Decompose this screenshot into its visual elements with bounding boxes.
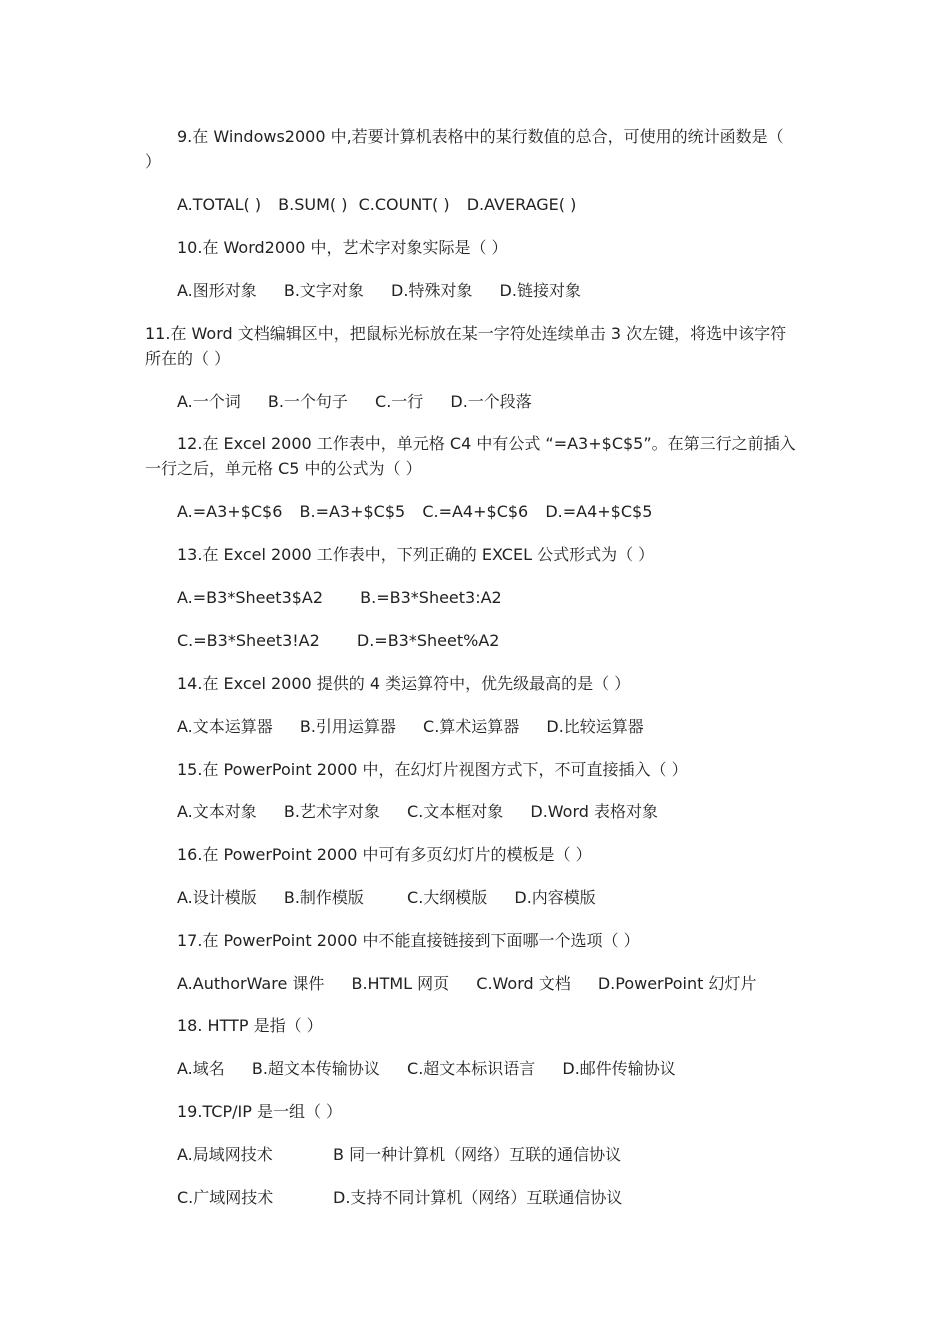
question-11-options (177, 392, 532, 412)
question-9-text: 9.在 Windows2000 中,若要计算机表格中的某行数值的总合，可使用的统计函数是（ (177, 127, 784, 146)
option-d: D.AVERAGE( ) (466, 195, 577, 214)
option-a: A.=A3+$C$6 (177, 502, 283, 521)
option-b: B.一个句子 (267, 392, 348, 411)
option-a: A.TOTAL( ) (177, 195, 262, 214)
option-a: A.局域网技术 (177, 1145, 273, 1164)
option-d: D.比较运算器 (546, 717, 644, 736)
option-c: C.COUNT( ) (358, 195, 450, 214)
question-16-text: 16.在 PowerPoint 2000 中可有多页幻灯片的模板是（ ） (177, 845, 592, 864)
question-19-options-row1 (177, 1145, 621, 1165)
question-14-text: 14.在 Excel 2000 提供的 4 类运算符中，优先级最高的是（ ） (177, 674, 631, 693)
option-a: A.=B3*Sheet3$A2 (177, 588, 324, 607)
question-13-text: 13.在 Excel 2000 工作表中，下列正确的 EXCEL 公式形式为（ ） (177, 545, 655, 564)
question-17-options (177, 974, 756, 994)
question-12-text: 12.在 Excel 2000 工作表中，单元格 C4 中有公式 “=A3+$C$5”。在第三行之前插入 (177, 434, 796, 453)
option-a: A.域名 (177, 1059, 225, 1078)
option-c: C.文本框对象 (407, 802, 504, 821)
option-c: C.Word 文档 (476, 974, 571, 993)
question-15-options (177, 802, 658, 822)
option-d: D.内容模版 (514, 888, 596, 907)
option-c: C.=A4+$C$6 (422, 502, 529, 521)
option-b: B.超文本传输协议 (251, 1059, 380, 1078)
question-13-options-row1 (177, 588, 502, 608)
option-c: C.广域网技术 (177, 1188, 274, 1207)
option-d: D.邮件传输协议 (562, 1059, 676, 1078)
question-11-text: 11.在 Word 文档编辑区中，把鼠标光标放在某一字符处连续单击 3 次左键，将选中该字符 (145, 324, 787, 343)
option-a: A.文本运算器 (177, 717, 273, 736)
question-11-text-cont: 所在的（ ） (145, 349, 231, 368)
option-c: C.算术运算器 (423, 717, 520, 736)
question-13-options-row2 (177, 631, 499, 651)
question-10-options (177, 281, 581, 301)
option-b: B.引用运算器 (299, 717, 396, 736)
option-b: B.制作模版 (283, 888, 364, 907)
option-d: D.链接对象 (499, 281, 581, 300)
option-b: B.艺术字对象 (283, 802, 380, 821)
question-19-options-row2 (177, 1188, 622, 1208)
question-12-options (177, 502, 652, 522)
option-c: C.超文本标识语言 (407, 1059, 536, 1078)
question-17-text: 17.在 PowerPoint 2000 中不能直接链接到下面哪一个选项（ ） (177, 931, 640, 950)
option-a: A.文本对象 (177, 802, 257, 821)
option-b: B.=B3*Sheet3:A2 (360, 588, 502, 607)
option-d: D.支持不同计算机（网络）互联通信协议 (333, 1188, 623, 1207)
question-12-text-cont: 一行之后，单元格 C5 中的公式为（ ） (145, 459, 422, 478)
question-9-options (177, 195, 576, 215)
question-14-options (177, 717, 644, 737)
option-c: C.=B3*Sheet3!A2 (177, 631, 320, 650)
question-9-text-cont: ） (145, 152, 162, 171)
option-b: B.SUM( ) (278, 195, 348, 214)
option-c: C.大纲模版 (407, 888, 488, 907)
option-a: A.设计模版 (177, 888, 257, 907)
option-d: D.一个段落 (450, 392, 532, 411)
option-c: C.一行 (375, 392, 424, 411)
option-b: B 同一种计算机（网络）互联的通信协议 (333, 1145, 622, 1164)
question-19-text: 19.TCP/IP 是一组（ ） (177, 1102, 343, 1121)
question-18-options (177, 1059, 676, 1079)
option-d: D.Word 表格对象 (530, 802, 659, 821)
option-a: A.一个词 (177, 392, 241, 411)
question-10-text: 10.在 Word2000 中，艺术字对象实际是（ ） (177, 238, 508, 257)
option-b: B.文字对象 (283, 281, 364, 300)
option-b: B.HTML 网页 (351, 974, 450, 993)
option-c: D.特殊对象 (391, 281, 473, 300)
option-d: D.=B3*Sheet%A2 (356, 631, 500, 650)
option-d: D.=A4+$C$5 (545, 502, 653, 521)
option-d: D.PowerPoint 幻灯片 (597, 974, 757, 993)
option-a: A.AuthorWare 课件 (177, 974, 325, 993)
option-b: B.=A3+$C$5 (299, 502, 406, 521)
question-18-text: 18. HTTP 是指（ ） (177, 1016, 323, 1035)
question-15-text: 15.在 PowerPoint 2000 中，在幻灯片视图方式下，不可直接插入（ ） (177, 760, 688, 779)
option-a: A.图形对象 (177, 281, 257, 300)
question-16-options (177, 888, 596, 908)
